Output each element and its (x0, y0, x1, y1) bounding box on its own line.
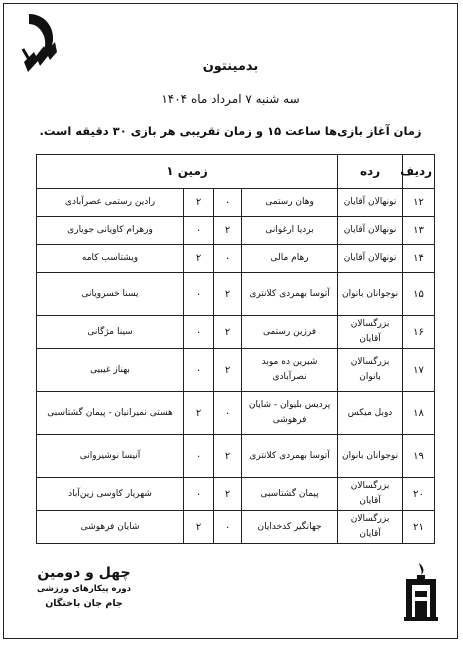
row-category: بزرگسالان آقایان (338, 511, 403, 544)
score-one: ۲ (214, 217, 242, 245)
player-one: آتوسا بهمردی کلانتری (242, 273, 338, 316)
row-number: ۱۳ (403, 217, 435, 245)
score-two: ۲ (184, 392, 214, 435)
player-two: رادین رستمی عصرآبادی (37, 189, 184, 217)
row-number: ۱۸ (403, 392, 435, 435)
score-one: ۰ (214, 245, 242, 273)
row-number: ۱۴ (403, 245, 435, 273)
row-number: ۲۱ (403, 511, 435, 544)
row-category: بزرگسالان بانوان (338, 349, 403, 392)
start-time-notice: زمان آغاز بازی‌ها ساعت ۱۵ و زمان تقریبی هر بازی ۳۰ دقیقه است. (39, 124, 422, 138)
score-one: ۲ (214, 435, 242, 478)
score-two: ۲ (184, 245, 214, 273)
score-two: ۲ (184, 189, 214, 217)
player-two: بهناز غیبیی (37, 349, 184, 392)
footer-edition: چهل و دومین (37, 565, 131, 581)
score-two: ۲ (184, 511, 214, 544)
player-one: رهام مالی (242, 245, 338, 273)
score-one: ۲ (214, 478, 242, 511)
row-number: ۱۷ (403, 349, 435, 392)
player-two: یسنا خسرویانی (37, 273, 184, 316)
player-one: شیرین ده موبد نصرآبادی (242, 349, 338, 392)
schedule-page (3, 3, 458, 639)
player-one: پیمان گشتاسبی (242, 478, 338, 511)
player-one: آتوسا بهمردی کلانتری (242, 435, 338, 478)
score-one: ۲ (214, 349, 242, 392)
row-number: ۲۰ (403, 478, 435, 511)
footer-cup-name: جام جان باختگان (45, 598, 123, 609)
player-two: هستی نمیرانیان - پیمان گشتاسبی (37, 392, 184, 435)
player-two: ورهرام کاویانی جویاری (37, 217, 184, 245)
player-two: شهریار کاوسی زین‌آباد (37, 478, 184, 511)
score-two: ۰ (184, 349, 214, 392)
score-two: ۰ (184, 316, 214, 349)
row-number: ۱۵ (403, 273, 435, 316)
header-court: زمین ۱ (37, 155, 338, 189)
row-number: ۱۲ (403, 189, 435, 217)
table-row (37, 349, 435, 392)
player-one: جهانگیر کدخدایان (242, 511, 338, 544)
score-one: ۰ (214, 189, 242, 217)
table-row (37, 392, 435, 435)
row-category: نوجوانان بانوان (338, 435, 403, 478)
score-one: ۲ (214, 316, 242, 349)
header-category: رده (338, 155, 403, 189)
match-schedule-table (36, 154, 435, 544)
score-one: ۰ (214, 511, 242, 544)
table-row (37, 435, 435, 478)
score-one: ۲ (214, 273, 242, 316)
row-number: ۱۶ (403, 316, 435, 349)
table-row (37, 273, 435, 316)
table-row (37, 316, 435, 349)
date-line: سه شنبه ۷ امرداد ماه ۱۴۰۴ (161, 92, 300, 106)
table-row (37, 511, 435, 544)
score-two: ۰ (184, 435, 214, 478)
table-row (37, 217, 435, 245)
score-one: ۰ (214, 392, 242, 435)
page-title: بدمینتون (202, 59, 259, 74)
table-header-row (37, 155, 435, 189)
player-two: آنیسا نوشیروانی (37, 435, 184, 478)
player-two: ویشتاسب کامه (37, 245, 184, 273)
footer-series: دوره پیکارهای ورزشی (36, 584, 132, 594)
row-number: ۱۹ (403, 435, 435, 478)
row-category: نونهالان آقایان (338, 189, 403, 217)
tournament-footer (24, 564, 144, 612)
table-row (37, 245, 435, 273)
row-category: بزرگسالان آقایان (338, 478, 403, 511)
player-two: شایان فرهوشی (37, 511, 184, 544)
table-row (37, 478, 435, 511)
table-row (37, 189, 435, 217)
player-one: فرزین رستمی (242, 316, 338, 349)
player-one: پردیس بلیوان - شایان فرهوشی (242, 392, 338, 435)
player-one: وهان رستمی (242, 189, 338, 217)
row-category: نونهالان آقایان (338, 217, 403, 245)
row-category: دوبل میکس (338, 392, 403, 435)
score-two: ۰ (184, 217, 214, 245)
player-one: بردیا ارغوانی (242, 217, 338, 245)
score-two: ۰ (184, 478, 214, 511)
header-row-number: ردیف (403, 155, 435, 189)
score-two: ۰ (184, 273, 214, 316)
row-category: بزرگسالان آقایان (338, 316, 403, 349)
fire-temple-logo-icon (404, 561, 438, 621)
player-two: سینا مژگانی (37, 316, 184, 349)
row-category: نوجوانان بانوان (338, 273, 403, 316)
row-category: نونهالان آقایان (338, 245, 403, 273)
